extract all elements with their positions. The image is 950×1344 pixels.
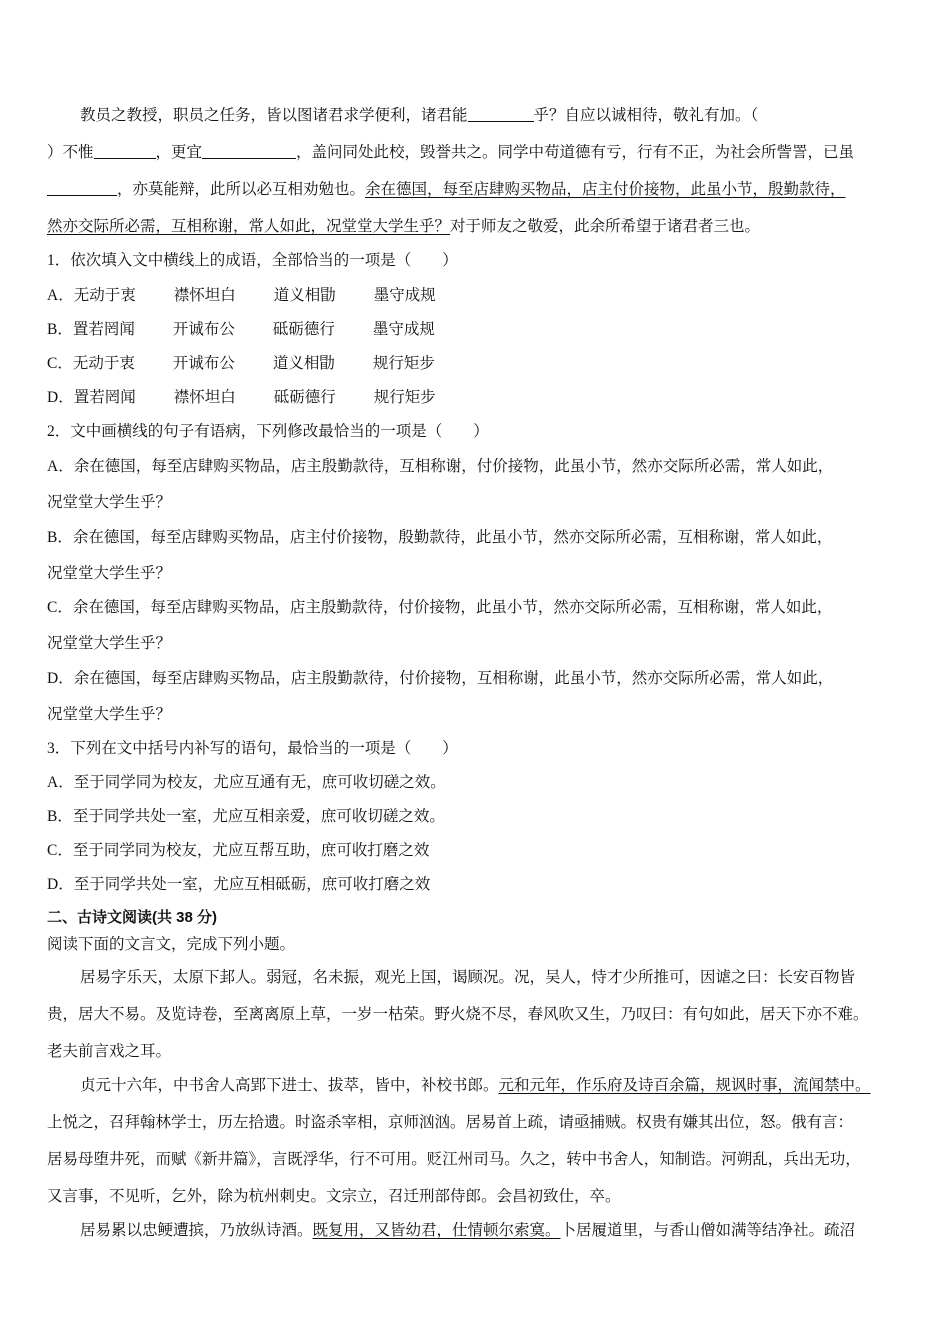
passage2-p1-line1: 居易字乐天，太原下邽人。弱冠，名未振，观光上国，谒顾况。况，吴人，恃才少所推可，因谑之曰：长安百物皆 <box>80 968 856 986</box>
underlined-sentence: 既复用，又皆幼君，仕情顿尔索寞。 <box>312 1221 561 1239</box>
option-item: 墨守成规 <box>373 287 436 304</box>
q2-option-d[interactable]: D．余在德国，每至店肆购买物品，店主殷勤款待，付价接物，互相称谢，此虽小节，然亦交际所必需，常人如此， <box>47 670 834 687</box>
passage2-p1-line3: 老夫前言戏之耳。 <box>47 1042 172 1060</box>
option-label: B． <box>47 321 73 338</box>
option-item: 襟怀坦白 <box>173 389 236 406</box>
q3-option-a[interactable]: A．至于同学同为校友，尤应互通有无，庶可收切磋之效。 <box>47 774 446 791</box>
passage1-line1 <box>80 103 758 125</box>
option-label: C． <box>47 355 73 372</box>
q1-stem: 1．依次填入文中横线上的成语，全部恰当的一项是（ ） <box>47 252 458 269</box>
text: 对于师友之敬爱，此余所希望于诸君者三也。 <box>450 217 761 235</box>
text: ）不惟 <box>47 143 94 161</box>
option-item: 规行矩步 <box>372 355 435 372</box>
blank-3 <box>202 143 296 159</box>
option-item: 道义相勖 <box>273 287 336 304</box>
q3-stem: 3．下列在文中括号内补写的语句，最恰当的一项是（ ） <box>47 740 458 757</box>
q2-option-b[interactable]: B．余在德国，每至店肆购买物品，店主付价接物，殷勤款待，此虽小节，然亦交际所必需，互相称谢，常人如此， <box>47 529 833 546</box>
q2-stem: 2．文中画横线的句子有语病，下列修改最恰当的一项是（ ） <box>47 423 489 440</box>
option-label: D． <box>47 389 74 406</box>
passage2-p3-line1 <box>80 1218 855 1240</box>
option-item: 无动于衷 <box>73 287 136 304</box>
q1-option-c[interactable] <box>47 351 435 373</box>
q3-option-d[interactable]: D．至于同学共处一室，尤应互相砥砺，庶可收打磨之效 <box>47 876 431 893</box>
passage2-p2-line3: 居易母堕井死，而赋《新井篇》，言既浮华，行不可用。贬江州司马。久之，转中书舍人，知制诰。河朔乱，兵出无功， <box>47 1150 861 1168</box>
text: 贞元十六年，中书舍人高郢下进士、拔萃，皆中，补校书郎。 <box>80 1076 499 1094</box>
passage1-line3 <box>47 177 846 199</box>
q3-option-c[interactable]: C．至于同学同为校友，尤应互帮互助，庶可收打磨之效 <box>47 842 430 859</box>
blank-1 <box>468 106 534 122</box>
option-item: 襟怀坦白 <box>173 287 236 304</box>
text: ，更宜 <box>155 143 203 161</box>
passage2-p2-line1 <box>80 1073 871 1095</box>
q1-option-b[interactable] <box>47 317 435 339</box>
q2-option-c-cont: 况堂堂大学生乎？ <box>47 635 172 652</box>
blank-4 <box>47 180 117 196</box>
option-item: 无动于衷 <box>72 355 135 372</box>
option-label: A． <box>47 287 74 304</box>
q2-option-a-cont: 况堂堂大学生乎？ <box>47 494 172 511</box>
blank-2 <box>94 143 156 159</box>
passage2-p1-line2: 贵，居大不易。及览诗卷，至离离原上草，一岁一枯荣。野火烧不尽，春风吹又生，乃叹曰：有句如此，居天下亦不难。 <box>47 1005 869 1023</box>
option-item: 置若罔闻 <box>73 389 136 406</box>
text: 居易累以忠鲠遭摈，乃放纵诗酒。 <box>80 1221 313 1239</box>
option-item: 墨守成规 <box>372 321 435 338</box>
q2-option-c[interactable]: C．余在德国，每至店肆购买物品，店主殷勤款待，付价接物，此虽小节，然亦交际所必需，互相称谢，常人如此， <box>47 599 833 616</box>
option-item: 道义相勖 <box>272 355 335 372</box>
text: 卜居履道里，与香山僧如满等结净社。疏沼 <box>560 1221 856 1239</box>
section-intro: 阅读下面的文言文，完成下列小题。 <box>47 936 296 953</box>
underlined-sentence: 元和元年，作乐府及诗百余篇，规讽时事，流闻禁中。 <box>498 1076 871 1094</box>
option-item: 砥砺德行 <box>272 321 335 338</box>
passage2-p2-line2: 上悦之，召拜翰林学士，历左拾遗。时盗杀宰相，京师汹汹。居易首上疏，请亟捕贼。权贵有嫌其出位，怒。俄有言： <box>47 1113 854 1131</box>
passage1-line2 <box>47 140 854 162</box>
option-item: 置若罔闻 <box>72 321 135 338</box>
q2-option-a[interactable]: A．余在德国，每至店肆购买物品，店主殷勤款待，互相称谢，付价接物，此虽小节，然亦交际所必需，常人如此， <box>47 458 834 475</box>
section-title: 二、古诗文阅读(共 38 分) <box>47 909 218 926</box>
underlined-sentence: 然亦交际所必需，互相称谢，常人如此，况堂堂大学生乎？ <box>47 217 451 235</box>
passage2-p2-line4: 又言事，不见听，乞外，除为杭州刺史。文宗立，召迁刑部侍郎。会昌初致仕，卒。 <box>47 1187 621 1205</box>
option-item: 开诚布公 <box>172 355 235 372</box>
text: 教员之教授，职员之任务，皆以图诸君求学便利，诸君能 <box>80 106 468 124</box>
text: 乎？自应以诚相待，敬礼有加。（ <box>533 106 759 124</box>
q2-option-d-cont: 况堂堂大学生乎？ <box>47 706 172 723</box>
q2-option-b-cont: 况堂堂大学生乎？ <box>47 565 172 582</box>
option-item: 规行矩步 <box>373 389 436 406</box>
text: ，盖问同处此校，毁誉共之。同学中苟道德有亏，行有不正，为社会所訾詈，已虽 <box>296 143 855 161</box>
q1-option-a[interactable] <box>47 283 436 305</box>
passage1-line4 <box>47 214 760 236</box>
q1-option-d[interactable] <box>47 385 436 407</box>
q3-option-b[interactable]: B．至于同学共处一室，尤应互相亲爱，庶可收切磋之效。 <box>47 808 445 825</box>
text: ，亦莫能辩，此所以必互相劝勉也。 <box>117 180 366 198</box>
option-item: 砥砺德行 <box>273 389 336 406</box>
underlined-sentence: 余在德国，每至店肆购买物品，店主付价接物，此虽小节，殷勤款待， <box>365 180 846 198</box>
option-item: 开诚布公 <box>172 321 235 338</box>
